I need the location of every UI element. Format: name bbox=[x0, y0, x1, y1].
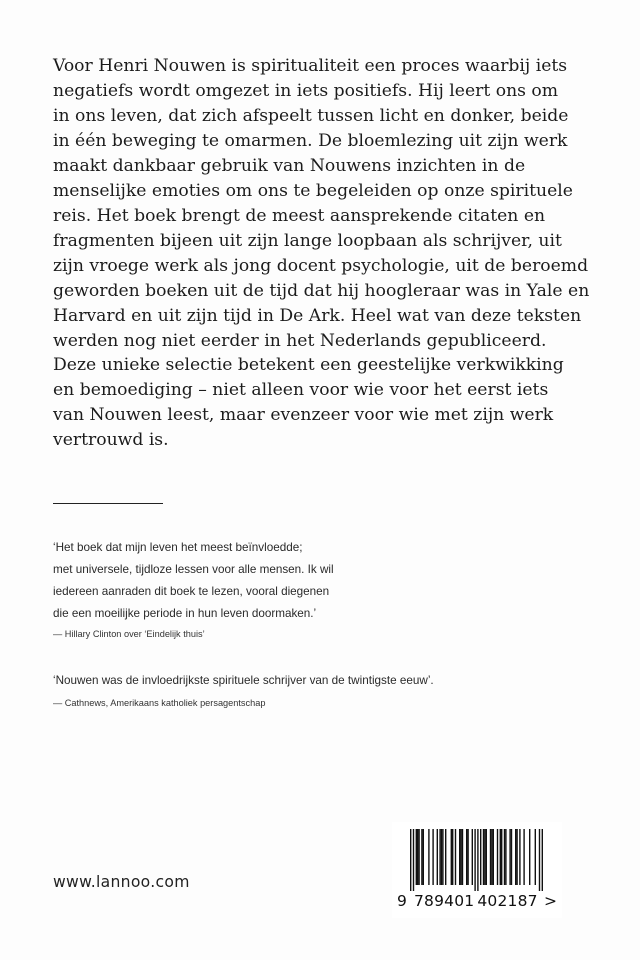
description-line: en bemoediging – niet alleen voor wie voor het eerst iets bbox=[53, 380, 549, 400]
barcode-bar bbox=[413, 829, 414, 891]
barcode-bar bbox=[483, 829, 484, 885]
barcode-bar bbox=[416, 829, 417, 885]
barcode-bar bbox=[428, 829, 429, 885]
description-line: vertrouwd is. bbox=[53, 430, 169, 450]
description-line: van Nouwen leest, maar evenzeer voor wie met zijn werk bbox=[53, 405, 554, 425]
barcode-bar bbox=[451, 829, 452, 885]
description-paragraph-2 bbox=[53, 353, 613, 453]
barcode-bar bbox=[417, 829, 418, 885]
barcode-bar bbox=[516, 829, 517, 885]
barcode-bar bbox=[474, 829, 475, 891]
quote-attribution: — Cathnews, Amerikaans katholiek persagentschap bbox=[53, 698, 266, 708]
description-line: Voor Henri Nouwen is spiritualiteit een proces waarbij iets bbox=[53, 56, 568, 76]
barcode-bar bbox=[484, 829, 485, 885]
barcode-bars bbox=[410, 829, 544, 891]
barcode-bar bbox=[493, 829, 494, 885]
barcode-bar bbox=[423, 829, 424, 885]
quote-line: ‘Het boek dat mijn leven het meest beïnvloedde; bbox=[53, 541, 303, 554]
barcode-bar bbox=[519, 829, 520, 885]
description-line: reis. Het boek brengt de meest aansprekende citaten en bbox=[53, 206, 546, 226]
barcode-bar bbox=[511, 829, 512, 885]
description-paragraph-1 bbox=[53, 54, 613, 354]
isbn-number bbox=[397, 892, 547, 910]
barcode-bar bbox=[504, 829, 505, 885]
description-line: zijn vroege werk als jong docent psychologie, uit de beroemd bbox=[53, 256, 589, 276]
barcode-bar bbox=[509, 829, 510, 885]
barcode-bar bbox=[497, 829, 498, 885]
barcode-bar bbox=[542, 829, 543, 891]
endorsement-quote-2 bbox=[53, 670, 613, 710]
isbn-left-group: 789401 bbox=[414, 892, 475, 910]
description-line: in één beweging te omarmen. De bloemlezing uit zijn werk bbox=[53, 131, 568, 151]
barcode-bar bbox=[539, 829, 540, 891]
barcode-bar bbox=[490, 829, 491, 885]
barcode-bar bbox=[452, 829, 453, 885]
barcode-bar bbox=[418, 829, 419, 885]
barcode-bar bbox=[480, 829, 481, 885]
description-line: in ons leven, dat zich afspeelt tussen licht en donker, beide bbox=[53, 106, 569, 126]
quiet-zone-marker: > bbox=[544, 892, 557, 910]
description-line: negatiefs wordt omgezet in iets positiefs. Hij leert ons om bbox=[53, 81, 559, 101]
description-line: geworden boeken uit de tijd dat hij hoogleraar was in Yale en bbox=[53, 281, 590, 301]
quote-attribution: — Hillary Clinton over ‘Eindelijk thuis’ bbox=[53, 629, 205, 639]
barcode-bar bbox=[477, 829, 478, 891]
section-divider bbox=[53, 503, 163, 504]
barcode-bar bbox=[515, 829, 516, 885]
barcode-bar bbox=[491, 829, 492, 885]
isbn-barcode bbox=[392, 822, 562, 918]
barcode-bar bbox=[472, 829, 473, 885]
barcode-bar bbox=[439, 829, 440, 885]
description-line: menselijke emoties om ons te begeleiden op onze spirituele bbox=[53, 181, 573, 201]
barcode-bar bbox=[459, 829, 460, 885]
isbn-right-group: 402187 bbox=[477, 892, 538, 910]
barcode-bar bbox=[445, 829, 446, 885]
quote-line: met universele, tijdloze lessen voor alle mensen. Ik wil bbox=[53, 563, 334, 576]
publisher-website[interactable]: www.lannoo.com bbox=[53, 873, 190, 891]
barcode-bar bbox=[529, 829, 530, 885]
barcode-bar bbox=[467, 829, 468, 885]
barcode-bar bbox=[523, 829, 524, 885]
description-line: Deze unieke selectie betekent een geestelijke verkwikking bbox=[53, 355, 564, 375]
description-line: fragmenten bijeen uit zijn lange loopbaan als schrijver, uit bbox=[53, 231, 562, 251]
quote-line: die een moeilijke periode in hun leven doormaken.’ bbox=[53, 607, 317, 620]
barcode-bar bbox=[442, 829, 443, 885]
barcode-bar bbox=[441, 829, 442, 885]
barcode-bar bbox=[500, 829, 501, 885]
barcode-bar bbox=[460, 829, 461, 885]
quote-line: iedereen aanraden dit boek te lezen, vooral diegenen bbox=[53, 585, 330, 598]
endorsement-quote-1 bbox=[53, 537, 613, 641]
description-line: werden nog niet eerder in het Nederlands gepubliceerd. bbox=[53, 331, 547, 351]
barcode-bar bbox=[455, 829, 456, 885]
barcode-bar bbox=[535, 829, 536, 885]
barcode-bar bbox=[486, 829, 487, 885]
quote-line: ‘Nouwen was de invloedrijkste spirituele schrijver van de twintigste eeuw’. bbox=[53, 674, 434, 687]
barcode-bar bbox=[437, 829, 438, 885]
barcode-bar bbox=[501, 829, 502, 885]
barcode-bar bbox=[466, 829, 467, 885]
barcode-bar bbox=[462, 829, 463, 885]
description-line: Harvard en uit zijn tijd in De Ark. Heel wat van deze teksten bbox=[53, 306, 582, 326]
barcode-bar bbox=[410, 829, 411, 891]
description-line: maakt dankbaar gebruik van Nouwens inzichten in de bbox=[53, 156, 526, 176]
barcode-bar bbox=[432, 829, 433, 885]
isbn-first-digit: 9 bbox=[397, 892, 408, 910]
barcode-bar bbox=[421, 829, 422, 885]
barcode-bar bbox=[505, 829, 506, 885]
